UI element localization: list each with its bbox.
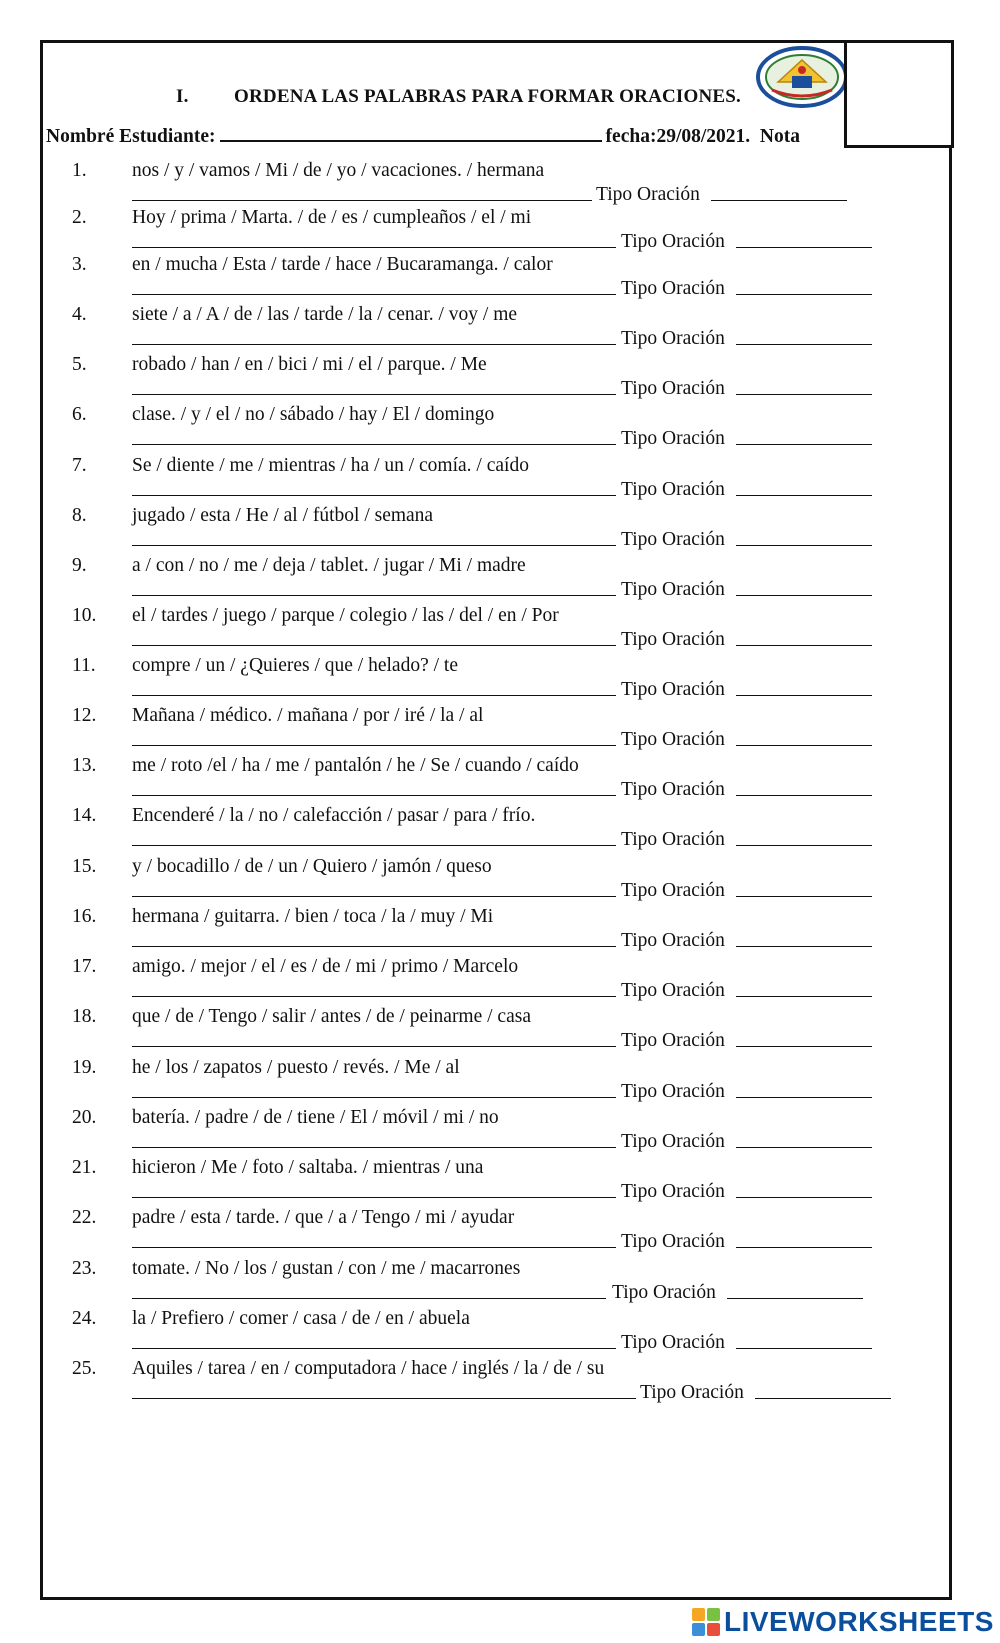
tipo-oracion-field[interactable] xyxy=(755,1398,891,1399)
exercise-number: 7. xyxy=(72,455,87,476)
school-seal-icon xyxy=(756,46,848,108)
exercise-item xyxy=(0,207,1000,259)
tipo-oracion-field[interactable] xyxy=(736,695,872,696)
grade-box[interactable] xyxy=(844,40,954,148)
exercise-item xyxy=(0,956,1000,1008)
sentence-answer-field[interactable] xyxy=(132,896,616,897)
exercise-item xyxy=(0,655,1000,707)
tipo-oracion-label: Tipo Oración xyxy=(621,1131,725,1152)
tipo-oracion-label: Tipo Oración xyxy=(612,1282,716,1303)
section-title xyxy=(176,86,741,108)
exercise-number: 6. xyxy=(72,404,87,425)
student-info-row xyxy=(46,124,800,148)
liveworksheets-grid-icon xyxy=(692,1608,720,1636)
exercise-number: 24. xyxy=(72,1308,97,1329)
scrambled-words: en / mucha / Esta / tarde / hace / Bucaramanga. / calor xyxy=(132,254,553,275)
tipo-oracion-field[interactable] xyxy=(736,444,872,445)
exercise-number: 20. xyxy=(72,1107,97,1128)
tipo-oracion-label: Tipo Oración xyxy=(621,479,725,500)
tipo-oracion-field[interactable] xyxy=(736,795,872,796)
tipo-oracion-label: Tipo Oración xyxy=(621,930,725,951)
grade-label: Nota xyxy=(759,126,800,147)
tipo-oracion-label: Tipo Oración xyxy=(621,629,725,650)
brand-name: LIVEWORKSHEETS xyxy=(724,1606,994,1637)
tipo-oracion-field[interactable] xyxy=(736,294,872,295)
tipo-oracion-label: Tipo Oración xyxy=(621,231,725,252)
exercise-number: 25. xyxy=(72,1358,97,1379)
tipo-oracion-label: Tipo Oración xyxy=(621,278,725,299)
exercise-number: 21. xyxy=(72,1157,97,1178)
section-number: I. xyxy=(176,86,189,107)
tipo-oracion-field[interactable] xyxy=(736,996,872,997)
exercise-item xyxy=(0,1358,1000,1410)
exercise-number: 15. xyxy=(72,856,97,877)
scrambled-words: hermana / guitarra. / bien / toca / la / muy / Mi xyxy=(132,906,494,927)
exercise-number: 2. xyxy=(72,207,87,228)
sentence-answer-field[interactable] xyxy=(132,946,616,947)
tipo-oracion-label: Tipo Oración xyxy=(621,1081,725,1102)
tipo-oracion-field[interactable] xyxy=(736,645,872,646)
tipo-oracion-field[interactable] xyxy=(736,595,872,596)
sentence-answer-field[interactable] xyxy=(132,1348,616,1349)
sentence-answer-field[interactable] xyxy=(132,996,616,997)
tipo-oracion-field[interactable] xyxy=(736,1147,872,1148)
sentence-answer-field[interactable] xyxy=(132,695,616,696)
sentence-answer-field[interactable] xyxy=(132,294,616,295)
scrambled-words: y / bocadillo / de / un / Quiero / jamón / queso xyxy=(132,856,492,877)
tipo-oracion-label: Tipo Oración xyxy=(640,1382,744,1403)
exercise-number: 10. xyxy=(72,605,97,626)
exercise-item xyxy=(0,1057,1000,1109)
tipo-oracion-field[interactable] xyxy=(736,1197,872,1198)
exercise-item xyxy=(0,1006,1000,1058)
scrambled-words: Hoy / prima / Marta. / de / es / cumpleaños / el / mi xyxy=(132,207,532,228)
exercise-item xyxy=(0,404,1000,456)
sentence-answer-field[interactable] xyxy=(132,344,616,345)
exercise-item xyxy=(0,354,1000,406)
sentence-answer-field[interactable] xyxy=(132,1197,616,1198)
exercise-item xyxy=(0,1308,1000,1360)
exercise-item xyxy=(0,160,1000,212)
tipo-oracion-field[interactable] xyxy=(736,495,872,496)
scrambled-words: tomate. / No / los / gustan / con / me / macarrones xyxy=(132,1258,521,1279)
tipo-oracion-label: Tipo Oración xyxy=(596,184,700,205)
tipo-oracion-label: Tipo Oración xyxy=(621,328,725,349)
section-heading: ORDENA LAS PALABRAS PARA FORMAR ORACIONES. xyxy=(234,86,742,107)
sentence-answer-field[interactable] xyxy=(132,444,616,445)
scrambled-words: padre / esta / tarde. / que / a / Tengo / mi / ayudar xyxy=(132,1207,515,1228)
scrambled-words: amigo. / mejor / el / es / de / mi / primo / Marcelo xyxy=(132,956,519,977)
tipo-oracion-field[interactable] xyxy=(736,394,872,395)
exercise-number: 11. xyxy=(72,655,96,676)
scrambled-words: me / roto /el / ha / me / pantalón / he / Se / cuando / caído xyxy=(132,755,579,776)
exercise-number: 23. xyxy=(72,1258,97,1279)
tipo-oracion-label: Tipo Oración xyxy=(621,880,725,901)
scrambled-words: Se / diente / me / mientras / ha / un / comía. / caído xyxy=(132,455,529,476)
tipo-oracion-label: Tipo Oración xyxy=(621,579,725,600)
exercise-item xyxy=(0,605,1000,657)
exercise-number: 13. xyxy=(72,755,97,776)
exercise-item xyxy=(0,1107,1000,1159)
tipo-oracion-field[interactable] xyxy=(736,344,872,345)
tipo-oracion-label: Tipo Oración xyxy=(621,729,725,750)
tipo-oracion-label: Tipo Oración xyxy=(621,378,725,399)
sentence-answer-field[interactable] xyxy=(132,1097,616,1098)
exercise-item xyxy=(0,906,1000,958)
scrambled-words: Aquiles / tarea / en / computadora / hace / inglés / la / de / su xyxy=(132,1358,605,1379)
exercise-number: 4. xyxy=(72,304,87,325)
exercise-item xyxy=(0,1258,1000,1310)
tipo-oracion-field[interactable] xyxy=(727,1298,863,1299)
scrambled-words: la / Prefiero / comer / casa / de / en / abuela xyxy=(132,1308,470,1329)
tipo-oracion-label: Tipo Oración xyxy=(621,1181,725,1202)
scrambled-words: he / los / zapatos / puesto / revés. / Me / al xyxy=(132,1057,460,1078)
scrambled-words: Mañana / médico. / mañana / por / iré / la / al xyxy=(132,705,484,726)
sentence-answer-field[interactable] xyxy=(132,1298,606,1299)
exercise-item xyxy=(0,505,1000,557)
scrambled-words: nos / y / vamos / Mi / de / yo / vacaciones. / hermana xyxy=(132,160,545,181)
tipo-oracion-field[interactable] xyxy=(736,745,872,746)
sentence-answer-field[interactable] xyxy=(132,1046,616,1047)
exercise-item xyxy=(0,1157,1000,1209)
scrambled-words: compre / un / ¿Quieres / que / helado? / te xyxy=(132,655,458,676)
scrambled-words: clase. / y / el / no / sábado / hay / El / domingo xyxy=(132,404,495,425)
exercise-item xyxy=(0,856,1000,908)
exercise-number: 5. xyxy=(72,354,87,375)
tipo-oracion-label: Tipo Oración xyxy=(621,529,725,550)
tipo-oracion-field[interactable] xyxy=(736,1247,872,1248)
tipo-oracion-field[interactable] xyxy=(736,946,872,947)
sentence-answer-field[interactable] xyxy=(132,795,616,796)
student-name-field[interactable] xyxy=(220,124,602,142)
sentence-answer-field[interactable] xyxy=(132,595,616,596)
sentence-answer-field[interactable] xyxy=(132,645,616,646)
tipo-oracion-field[interactable] xyxy=(736,1097,872,1098)
sentence-answer-field[interactable] xyxy=(132,845,616,846)
student-name-label: Nombré Estudiante: xyxy=(46,126,216,147)
exercise-number: 17. xyxy=(72,956,97,977)
exercise-number: 3. xyxy=(72,254,87,275)
exercise-item xyxy=(0,555,1000,607)
exercise-item xyxy=(0,755,1000,807)
exercise-item xyxy=(0,705,1000,757)
tipo-oracion-label: Tipo Oración xyxy=(621,980,725,1001)
tipo-oracion-label: Tipo Oración xyxy=(621,679,725,700)
tipo-oracion-label: Tipo Oración xyxy=(621,428,725,449)
exercise-number: 22. xyxy=(72,1207,97,1228)
tipo-oracion-label: Tipo Oración xyxy=(621,779,725,800)
scrambled-words: Encenderé / la / no / calefacción / pasar / para / frío. xyxy=(132,805,536,826)
scrambled-words: jugado / esta / He / al / fútbol / semana xyxy=(132,505,434,526)
exercise-number: 9. xyxy=(72,555,87,576)
sentence-answer-field[interactable] xyxy=(132,1398,636,1399)
date-label: fecha:29/08/2021. xyxy=(605,126,751,147)
tipo-oracion-field[interactable] xyxy=(736,1046,872,1047)
exercise-item xyxy=(0,304,1000,356)
tipo-oracion-field[interactable] xyxy=(711,200,847,201)
liveworksheets-logo xyxy=(692,1604,994,1640)
scrambled-words: batería. / padre / de / tiene / El / móvil / mi / no xyxy=(132,1107,499,1128)
scrambled-words: el / tardes / juego / parque / colegio / las / del / en / Por xyxy=(132,605,559,626)
exercise-item xyxy=(0,805,1000,857)
tipo-oracion-label: Tipo Oración xyxy=(621,1332,725,1353)
exercise-number: 8. xyxy=(72,505,87,526)
sentence-answer-field[interactable] xyxy=(132,1147,616,1148)
sentence-answer-field[interactable] xyxy=(132,247,616,248)
exercise-number: 19. xyxy=(72,1057,97,1078)
scrambled-words: robado / han / en / bici / mi / el / parque. / Me xyxy=(132,354,487,375)
sentence-answer-field[interactable] xyxy=(132,200,592,201)
tipo-oracion-field[interactable] xyxy=(736,845,872,846)
scrambled-words: a / con / no / me / deja / tablet. / jugar / Mi / madre xyxy=(132,555,526,576)
tipo-oracion-label: Tipo Oración xyxy=(621,1030,725,1051)
exercise-number: 1. xyxy=(72,160,87,181)
scrambled-words: hicieron / Me / foto / saltaba. / mientras / una xyxy=(132,1157,484,1178)
exercise-number: 16. xyxy=(72,906,97,927)
exercise-item xyxy=(0,254,1000,306)
tipo-oracion-field[interactable] xyxy=(736,1348,872,1349)
tipo-oracion-field[interactable] xyxy=(736,247,872,248)
exercise-item xyxy=(0,455,1000,507)
exercise-number: 14. xyxy=(72,805,97,826)
tipo-oracion-field[interactable] xyxy=(736,896,872,897)
tipo-oracion-label: Tipo Oración xyxy=(621,829,725,850)
exercise-number: 12. xyxy=(72,705,97,726)
sentence-answer-field[interactable] xyxy=(132,1247,616,1248)
sentence-answer-field[interactable] xyxy=(132,394,616,395)
scrambled-words: siete / a / A / de / las / tarde / la / cenar. / voy / me xyxy=(132,304,518,325)
exercise-item xyxy=(0,1207,1000,1259)
sentence-answer-field[interactable] xyxy=(132,545,616,546)
tipo-oracion-field[interactable] xyxy=(736,545,872,546)
exercise-number: 18. xyxy=(72,1006,97,1027)
scrambled-words: que / de / Tengo / salir / antes / de / peinarme / casa xyxy=(132,1006,531,1027)
tipo-oracion-label: Tipo Oración xyxy=(621,1231,725,1252)
sentence-answer-field[interactable] xyxy=(132,745,616,746)
sentence-answer-field[interactable] xyxy=(132,495,616,496)
